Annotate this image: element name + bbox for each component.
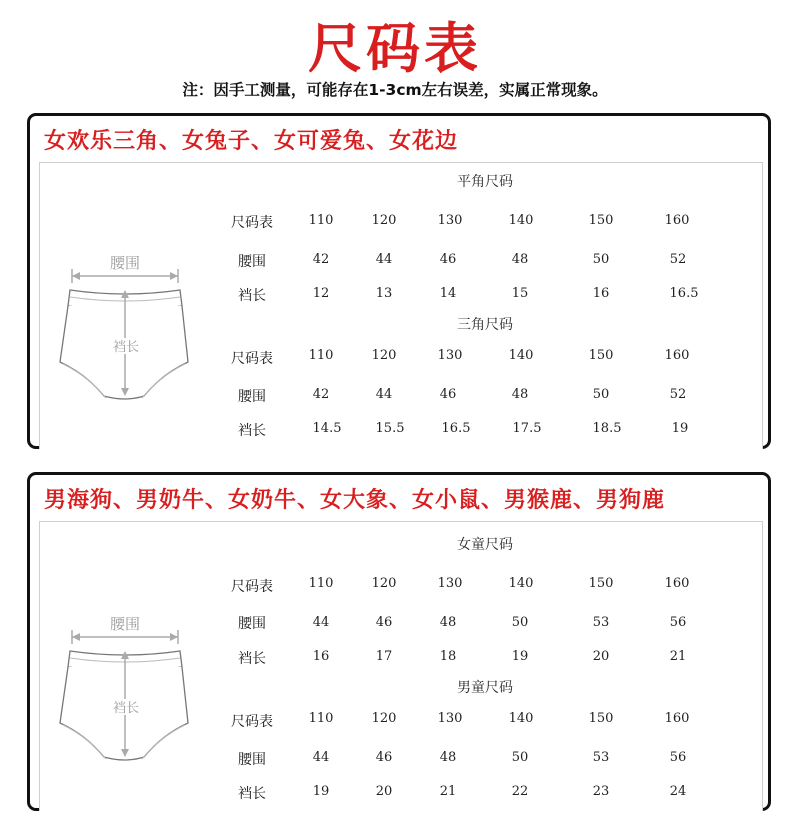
row-label: 裆长 xyxy=(238,423,266,439)
underwear-diagram xyxy=(56,246,194,406)
table-cell: 52 xyxy=(669,387,687,402)
section-title: 男海狗、男奶牛、女奶牛、女大象、女小鼠、男猴鹿、男狗鹿 xyxy=(44,488,666,513)
table-cell: 16 xyxy=(592,286,610,301)
table-cell: 53 xyxy=(592,750,610,765)
table-cell: 12 xyxy=(312,286,330,301)
table-cell: 150 xyxy=(588,348,614,363)
section-title: 女欢乐三角、女兔子、女可爱兔、女花边 xyxy=(44,129,459,154)
table-cell: 46 xyxy=(375,615,393,630)
row-label: 尺码表 xyxy=(231,579,273,595)
table-cell: 44 xyxy=(312,750,330,765)
waist-label: 腰围 xyxy=(109,254,141,272)
table-cell: 110 xyxy=(308,711,334,726)
table-cell: 24 xyxy=(669,784,687,799)
table-cell: 130 xyxy=(437,576,463,591)
table-cell: 21 xyxy=(669,649,687,664)
table-cell: 130 xyxy=(437,711,463,726)
table-cell: 46 xyxy=(375,750,393,765)
underwear-diagram xyxy=(56,607,194,767)
table-cell: 18 xyxy=(439,649,457,664)
table-cell: 56 xyxy=(669,615,687,630)
table-cell: 48 xyxy=(511,252,529,267)
table-cell: 48 xyxy=(439,750,457,765)
table-cell: 160 xyxy=(664,711,690,726)
waist-label: 腰围 xyxy=(109,615,141,633)
table-cell: 140 xyxy=(508,711,534,726)
table-cell: 150 xyxy=(588,576,614,591)
table-cell: 160 xyxy=(664,348,690,363)
table-cell: 23 xyxy=(592,784,610,799)
measurement-note: 注：因手工测量，可能存在1-3cm左右误差，实属正常现象。 xyxy=(182,81,608,99)
table-cell: 42 xyxy=(312,387,330,402)
row-label: 裆长 xyxy=(238,786,266,802)
table-cell: 46 xyxy=(439,387,457,402)
row-label: 尺码表 xyxy=(231,714,273,730)
table-cell: 17 xyxy=(375,649,393,664)
table-cell: 110 xyxy=(308,213,334,228)
table-cell: 15 xyxy=(511,286,529,301)
table-cell: 120 xyxy=(371,348,397,363)
table-cell: 53 xyxy=(592,615,610,630)
table-cell: 110 xyxy=(308,348,334,363)
table-cell: 19 xyxy=(671,421,689,436)
length-label: 裆长 xyxy=(112,701,140,716)
row-label: 腰围 xyxy=(238,254,266,270)
table-cell: 46 xyxy=(439,252,457,267)
table-cell: 16 xyxy=(312,649,330,664)
table-cell: 140 xyxy=(508,213,534,228)
table-cell: 130 xyxy=(437,348,463,363)
row-label: 腰围 xyxy=(238,616,266,632)
table-cell: 16.5 xyxy=(669,286,699,301)
table-cell: 48 xyxy=(511,387,529,402)
table-heading: 女童尺码 xyxy=(457,537,513,553)
table-cell: 14 xyxy=(439,286,457,301)
table-cell: 19 xyxy=(312,784,330,799)
row-label: 裆长 xyxy=(238,651,266,667)
table-cell: 150 xyxy=(588,711,614,726)
table-cell: 52 xyxy=(669,252,687,267)
table-heading: 男童尺码 xyxy=(457,680,513,696)
table-cell: 56 xyxy=(669,750,687,765)
page-title: 尺码表 xyxy=(308,17,482,80)
table-heading: 三角尺码 xyxy=(457,317,513,333)
table-cell: 48 xyxy=(439,615,457,630)
table-cell: 50 xyxy=(511,750,529,765)
table-cell: 50 xyxy=(592,252,610,267)
table-cell: 18.5 xyxy=(592,421,622,436)
table-cell: 120 xyxy=(371,711,397,726)
table-cell: 50 xyxy=(592,387,610,402)
table-cell: 14.5 xyxy=(312,421,342,436)
table-cell: 120 xyxy=(371,576,397,591)
row-label: 腰围 xyxy=(238,389,266,405)
table-cell: 140 xyxy=(508,576,534,591)
table-cell: 150 xyxy=(588,213,614,228)
table-cell: 160 xyxy=(664,576,690,591)
table-cell: 20 xyxy=(375,784,393,799)
table-cell: 44 xyxy=(312,615,330,630)
table-cell: 130 xyxy=(437,213,463,228)
row-label: 裆长 xyxy=(238,288,266,304)
table-heading: 平角尺码 xyxy=(457,174,513,190)
table-cell: 44 xyxy=(375,387,393,402)
table-cell: 140 xyxy=(508,348,534,363)
table-cell: 20 xyxy=(592,649,610,664)
row-label: 尺码表 xyxy=(231,215,273,231)
table-cell: 160 xyxy=(664,213,690,228)
table-cell: 21 xyxy=(439,784,457,799)
row-label: 腰围 xyxy=(238,752,266,768)
row-label: 尺码表 xyxy=(231,351,273,367)
length-label: 裆长 xyxy=(112,340,140,355)
table-cell: 15.5 xyxy=(375,421,405,436)
table-cell: 13 xyxy=(375,286,393,301)
table-cell: 50 xyxy=(511,615,529,630)
table-cell: 44 xyxy=(375,252,393,267)
table-cell: 19 xyxy=(511,649,529,664)
table-cell: 22 xyxy=(511,784,529,799)
table-cell: 42 xyxy=(312,252,330,267)
table-cell: 16.5 xyxy=(441,421,471,436)
table-cell: 17.5 xyxy=(512,421,542,436)
table-cell: 120 xyxy=(371,213,397,228)
table-cell: 110 xyxy=(308,576,334,591)
